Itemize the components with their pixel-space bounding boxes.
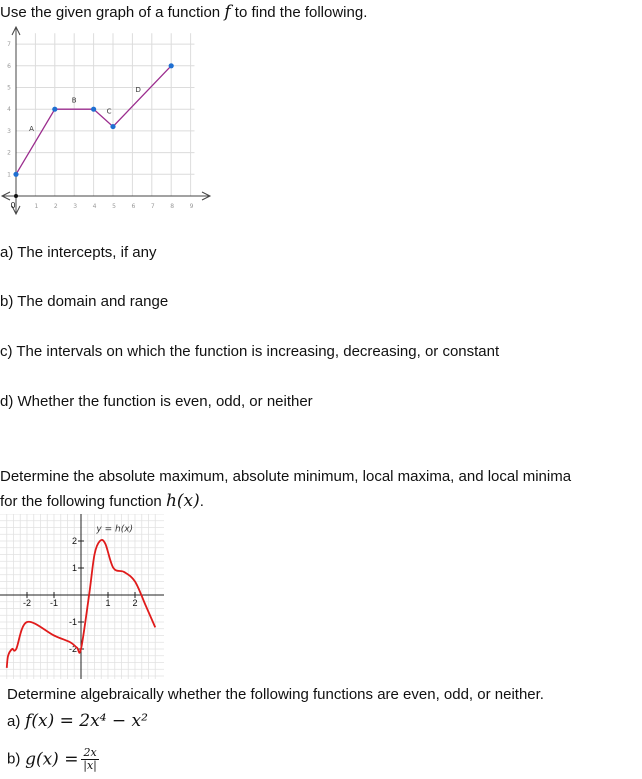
x-tick-label: 2 [132, 598, 138, 608]
x-tick-label: 1 [34, 203, 39, 210]
segment-label: A [29, 124, 34, 133]
question-c: c) The intervals on which the function is increasing, decreasing, or constant [0, 343, 500, 360]
y-tick-label: 2 [7, 149, 11, 157]
problem2-line2 [0, 492, 204, 511]
part-b-fraction [81, 747, 98, 772]
origin-point [14, 194, 18, 198]
y-tick-label: 1 [7, 171, 11, 179]
graph-h [0, 514, 164, 679]
y-tick-label: -1 [68, 617, 77, 627]
x-tick-label: 9 [189, 203, 194, 210]
problem3-instruction: Determine algebraically whether the following functions are even, odd, or neither. [7, 686, 544, 703]
x-tick-label: 2 [53, 203, 58, 210]
x-tick-label: 7 [150, 203, 155, 210]
segment-label: D [135, 85, 141, 94]
segment-label: C [106, 107, 112, 116]
x-tick-label: 0 [10, 201, 16, 210]
problem3-part-b [7, 744, 99, 775]
x-tick-label: 3 [73, 203, 78, 210]
y-tick-label: 6 [7, 62, 11, 70]
fraction-denominator: |x| [83, 759, 97, 773]
segment-label: B [71, 96, 77, 105]
x-tick-label: 6 [131, 203, 136, 210]
x-tick-label: 8 [170, 203, 175, 210]
y-tick-label: 4 [7, 106, 11, 114]
question-a: a) The intercepts, if any [0, 244, 157, 261]
y-tick-label: 1 [71, 563, 77, 573]
instruction-suffix: to find the following. [230, 4, 368, 21]
line2-suffix: . [199, 493, 204, 510]
fraction-numerator: 2x [83, 746, 97, 760]
x-tick-label: -2 [22, 598, 32, 608]
graph-f [0, 24, 215, 220]
x-tick-label: 4 [92, 203, 97, 210]
x-tick-label: 1 [105, 598, 111, 608]
problem3-part-a [7, 711, 148, 732]
problem2-line1: Determine the absolute maximum, absolute minimum, local maxima, and local minima [0, 468, 572, 485]
function-h: h(x) [165, 491, 200, 511]
question-b: b) The domain and range [0, 293, 169, 310]
y-tick-label: 5 [7, 84, 11, 92]
y-tick-label: -2 [68, 644, 77, 654]
x-tick-label: 5 [112, 203, 116, 210]
part-a-expression: f(x) = 2x⁴ − x² [25, 711, 148, 731]
instruction-prefix: Use the given graph of a function [0, 4, 225, 21]
problem1-instruction [0, 3, 367, 22]
data-point [169, 63, 174, 68]
function-variable: f [224, 2, 231, 22]
line2-prefix: for the following function [0, 493, 166, 510]
data-point [13, 172, 18, 177]
y-tick-label: 2 [71, 536, 77, 546]
y-tick-label: 3 [7, 127, 11, 135]
part-b-lhs: g(x) = [25, 749, 79, 770]
data-point [91, 107, 96, 112]
curve-label: y = h(x) [96, 524, 134, 535]
data-point [52, 107, 57, 112]
part-a-label: a) [7, 713, 21, 730]
question-d: d) Whether the function is even, odd, or neither [0, 393, 313, 410]
part-b-label: b) [7, 750, 21, 768]
x-tick-label: -1 [49, 598, 59, 608]
y-tick-label: 7 [7, 41, 11, 49]
data-point [110, 124, 115, 129]
